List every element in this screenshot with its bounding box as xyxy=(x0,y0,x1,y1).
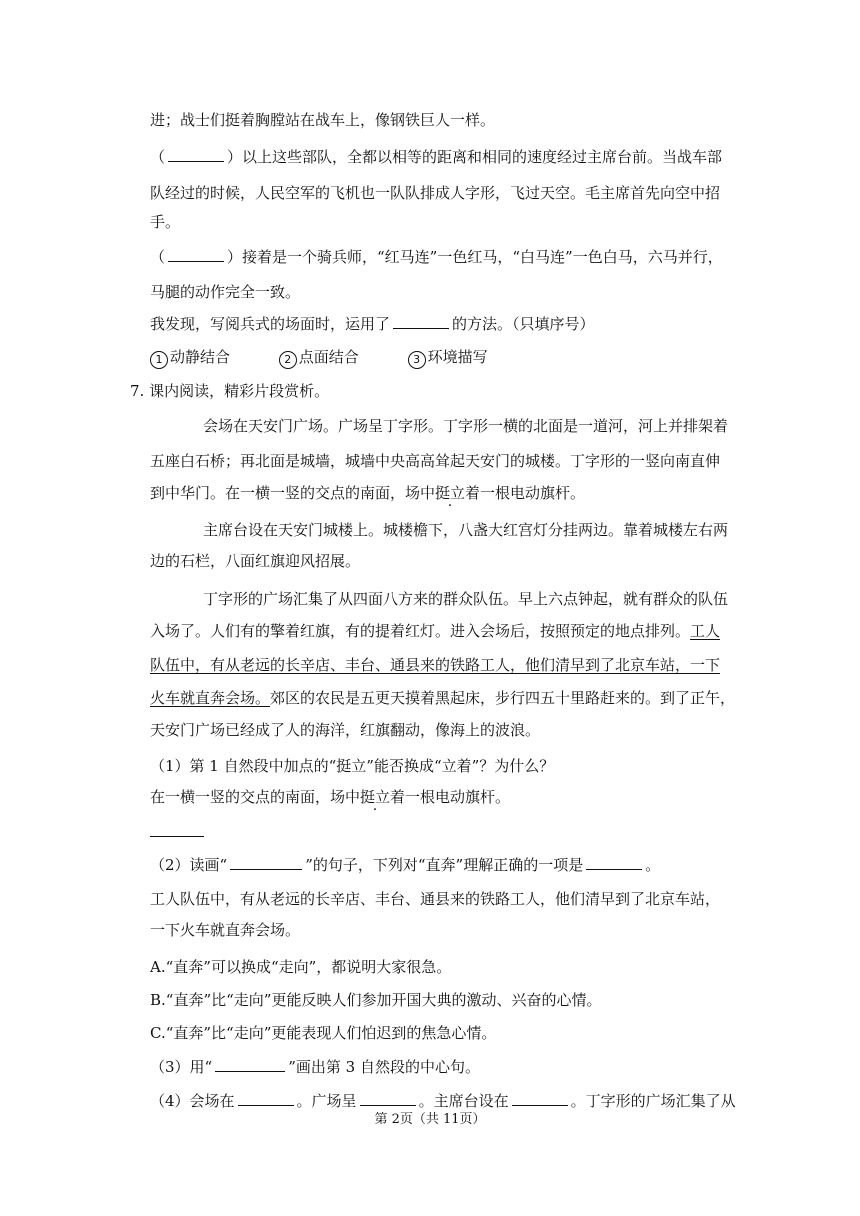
text-span: 在一横一竖的交点的南面，场中 xyxy=(150,788,361,806)
text-span: 。丁字形的广场汇集了从 xyxy=(570,1092,736,1110)
passage-line xyxy=(150,621,720,641)
choice-b[interactable]: B.“直奔”比“走向”更能反映人们参加开国大典的激动、兴奋的心情。 xyxy=(150,991,602,1009)
text-span: ）以上这些部队，全都以相等的距离和相同的速度经过主席台前。当战车部 xyxy=(227,148,723,166)
text-span: 。 xyxy=(645,856,661,874)
answer-blank[interactable] xyxy=(238,1091,294,1106)
answer-blank[interactable] xyxy=(393,314,449,329)
text-line xyxy=(150,314,595,334)
text-span: ”画出第 3 自然段的中心句。 xyxy=(288,1058,480,1076)
option-2 xyxy=(279,347,359,369)
sub-question-2 xyxy=(150,855,660,875)
text-line: 进；战士们挺着胸膛站在战车上，像钢铁巨人一样。 xyxy=(150,111,496,129)
answer-line[interactable] xyxy=(150,836,204,837)
question-title: 课内阅读，精彩片段赏析。 xyxy=(149,382,330,400)
text-line: 队经过的时候，人民空军的飞机也一队队排成人字形，飞过天空。毛主席首先向空中招 xyxy=(150,184,721,202)
passage-line: 会场在天安门广场。广场呈丁字形。丁字形一横的北面是一道河，河上并排架着 xyxy=(203,417,729,435)
text-span: 。主席台设在 xyxy=(418,1092,509,1110)
option-list xyxy=(150,347,532,369)
passage-line: 丁字形的广场汇集了从四面八方来的群众队伍。早上六点钟起，就有群众的队伍 xyxy=(203,590,729,608)
answer-blank[interactable] xyxy=(586,855,642,870)
quoted-sentence: 工人队伍中，有从老远的长辛店、丰台、通县来的铁路工人，他们清早到了北京车站， xyxy=(150,890,721,908)
sub-question-1: （1）第 1 自然段中加点的“挺立”能否换成“立着”？为什么？ xyxy=(150,757,555,775)
circled-number: 3 xyxy=(408,351,426,369)
answer-blank[interactable] xyxy=(168,147,224,162)
text-span: ）接着是一个骑兵师，“红马连”一色红马，“白马连”一色白马，六马并行， xyxy=(227,248,723,266)
quoted-sentence xyxy=(150,787,510,807)
sub-question-3 xyxy=(150,1057,480,1077)
question-number: 7. xyxy=(130,382,145,400)
underlined-text: 火车就直奔会场。 xyxy=(150,689,271,707)
option-3 xyxy=(408,347,488,369)
text-span: ”的句子，下列对“直奔”理解正确的一项是 xyxy=(305,856,584,874)
option-1 xyxy=(150,347,230,369)
question-header xyxy=(130,381,329,401)
text-span: 我发现，写阅兵式的场面时，运用了 xyxy=(150,315,391,333)
text-span: 的方法。（只填序号） xyxy=(452,315,595,333)
text-span: 。广场呈 xyxy=(296,1092,357,1110)
text-span: 着一根电动旗杆。 xyxy=(390,788,511,806)
text-line: 马腿的动作完全一致。 xyxy=(150,283,301,301)
passage-line: 主席台设在天安门城楼上。城楼檐下，八盏大红宫灯分挂两边。靠着城楼左右两 xyxy=(203,521,729,539)
passage-line xyxy=(150,483,585,503)
choice-c[interactable]: C.“直奔”比“走向”更能表现人们怕迟到的焦急心情。 xyxy=(150,1024,497,1042)
underline-sample xyxy=(230,855,302,870)
text-span: （4）会场在 xyxy=(150,1092,235,1110)
text-span: （2）读画“ xyxy=(150,856,228,874)
quoted-sentence: 一下火车就直奔会场。 xyxy=(150,921,301,939)
choice-a[interactable]: A.“直奔”可以换成“走向”，都说明大家很急。 xyxy=(150,958,452,976)
passage-line: 边的石栏，八面红旗迎风招展。 xyxy=(150,552,361,570)
passage-line: 天安门广场已经成了人的海洋，红旗翻动，像海上的波浪。 xyxy=(150,721,541,739)
answer-blank[interactable] xyxy=(360,1091,416,1106)
circled-number: 1 xyxy=(150,351,168,369)
dotted-word: 挺立 xyxy=(435,484,466,502)
answer-blank[interactable] xyxy=(168,247,224,262)
option-text: 动静结合 xyxy=(170,348,231,366)
option-text: 环境描写 xyxy=(427,348,488,366)
circled-number: 2 xyxy=(279,351,297,369)
dotted-word: 挺立 xyxy=(360,788,391,806)
text-span: 着一根电动旗杆。 xyxy=(465,484,586,502)
text-span: （3）用“ xyxy=(150,1058,213,1076)
text-span: 到中华门。在一横一竖的交点的南面，场中 xyxy=(150,484,436,502)
text-line xyxy=(150,247,723,267)
option-text: 点面结合 xyxy=(298,348,359,366)
paren-open: （ xyxy=(150,148,166,166)
answer-blank[interactable] xyxy=(512,1091,568,1106)
passage-line xyxy=(150,688,735,708)
text-line xyxy=(150,147,722,167)
page-footer: 第 2页（共 11页） xyxy=(374,1112,486,1127)
underlined-text: 工人 xyxy=(690,622,721,640)
text-span: 入场了。人们有的擎着红旗，有的提着红灯。进入会场后，按照预定的地点排列。 xyxy=(150,622,691,640)
passage-line: 五座白石桥；再北面是城墙，城墙中央高高耸起天安门的城楼。丁字形的一竖向南直伸 xyxy=(150,452,721,470)
underline-sample xyxy=(215,1057,285,1072)
underlined-text: 队伍中，有从老远的长辛店、丰台、通县来的铁路工人，他们清早到了北京车站，一下 xyxy=(150,656,721,674)
text-span: 郊区的农民是五更天摸着黑起床，步行四五十里路赶来的。到了正午， xyxy=(270,689,736,707)
text-line: 手。 xyxy=(150,213,181,231)
paren-open: （ xyxy=(150,248,166,266)
